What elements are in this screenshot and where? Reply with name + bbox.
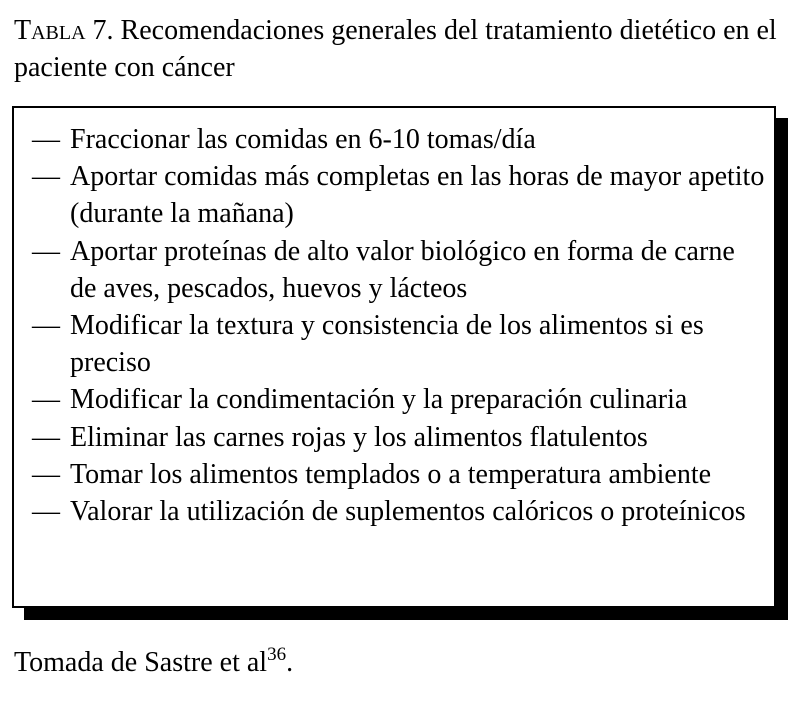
list-item xyxy=(32,307,767,381)
reference-number: 36 xyxy=(267,643,287,665)
list-item xyxy=(32,493,767,530)
list-item-text: Aportar proteínas de alto valor biológico en forma de carne de aves, pescados, huevos y lácteos xyxy=(70,235,735,304)
dash-bullet: — xyxy=(32,421,60,453)
source-note xyxy=(14,644,293,681)
list-item-text: Tomar los alimentos templados o a temperatura ambiente xyxy=(70,458,712,490)
list-item xyxy=(32,233,767,307)
list-item-text: Eliminar las carnes rojas y los alimentos flatulentos xyxy=(70,421,648,453)
dash-bullet: — xyxy=(32,496,60,528)
source-end: . xyxy=(286,647,294,678)
list-item-text: Valorar la utilización de suplementos calóricos o proteínicos xyxy=(70,496,746,528)
dash-bullet: — xyxy=(32,124,60,155)
list-item xyxy=(32,381,767,418)
dash-bullet: — xyxy=(32,458,60,490)
table-caption xyxy=(14,12,789,86)
list-item xyxy=(32,456,767,493)
list-item xyxy=(32,121,767,158)
list-item xyxy=(32,158,767,232)
list-item xyxy=(32,419,767,456)
source-text: Tomada de Sastre et al xyxy=(14,647,268,678)
list-item-text: Modificar la condimentación y la preparación culinaria xyxy=(70,384,688,416)
recommendations-box xyxy=(12,106,776,608)
list-item-text: Modificar la textura y consistencia de los alimentos si es preciso xyxy=(70,310,704,379)
dash-bullet: — xyxy=(32,235,60,267)
dash-bullet: — xyxy=(32,384,60,416)
list-item-text: Fraccionar las comidas en 6-10 tomas/día xyxy=(70,124,536,155)
dash-bullet: — xyxy=(32,310,60,342)
dash-bullet: — xyxy=(32,161,60,193)
recommendations-list xyxy=(32,121,767,530)
table-title: Recomendaciones generales del tratamiento dietético en el paciente con cáncer xyxy=(14,15,777,83)
table-label: Tabla 7. xyxy=(14,15,114,46)
list-item-text: Aportar comidas más completas en las horas de mayor apetito (durante la mañana) xyxy=(70,161,765,230)
